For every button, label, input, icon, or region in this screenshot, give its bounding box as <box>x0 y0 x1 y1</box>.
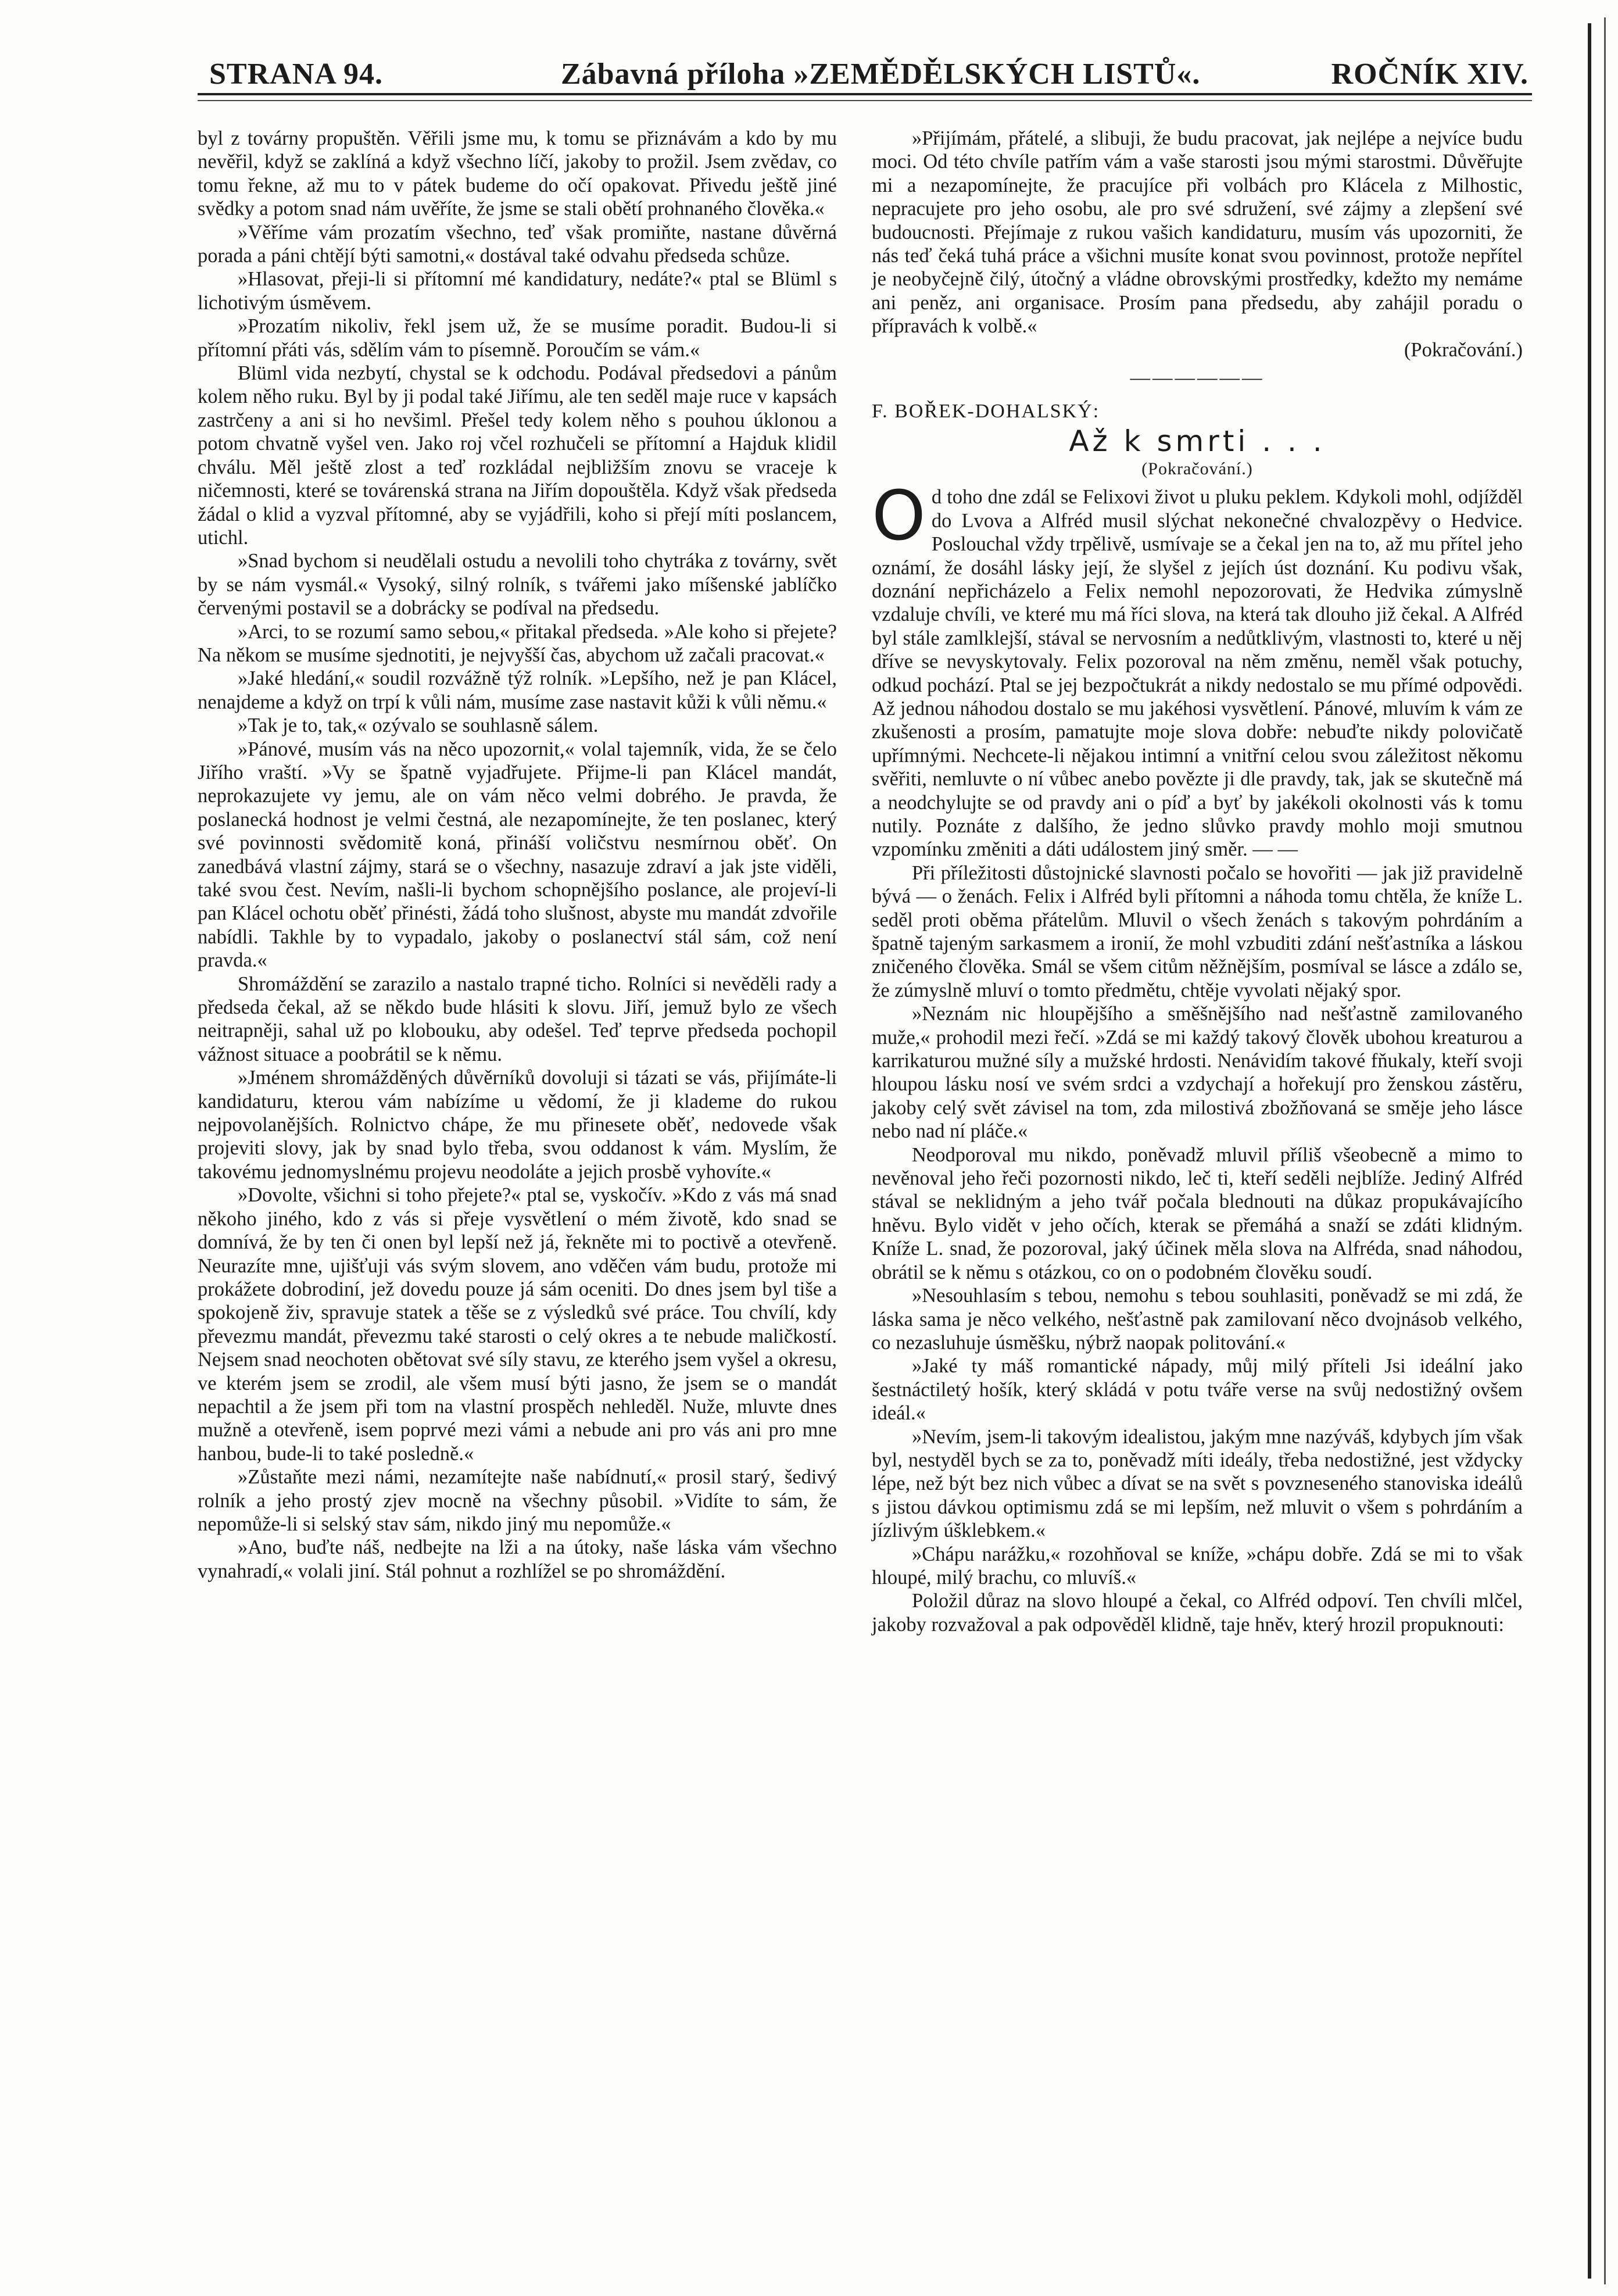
continuation-line <box>872 338 1523 362</box>
paragraph: »Zůstaňte mezi námi, nezamítejte naše nabídnutí,« prosil starý, šedivý rolník a jeho prostý zjev mocně na všechny působil. »Vidíte to sám, že nepomůže-li si selský stav sám, nikdo jiný mu nepomůže.« <box>198 1466 837 1535</box>
story-title: Až k smrti . . . <box>1069 424 1326 458</box>
publication-title: Zábavná příloha »ZEMĚDĚLSKÝCH LISTŮ«. <box>561 58 1201 91</box>
story-author: F. BOŘEK-DOHALSKÝ: <box>872 400 1100 423</box>
first-paragraph-text: d toho dne zdál se Felixovi život u pluku peklem. Kdykoli mohl, odjížděl do Lvova a Alfréd musil slýchat nekonečné chvalozpěvy o Hedvice. Poslouchal vždy trpělivě, usmívaje se a čekal jen na to, až mu přítel jeho oznámí, že dosáhl lásky její, že slyšel z jejích úst doznání. Ku podivu však, doznání nepřicházelo a Felix nemohl nepozorovati, že Hedvika zúmyslně vzdaluje chvíli, ve které mu má říci slova, na která tak dlouho již čekal. A Alfréd byl stále zamlklejší, stával se nervosním a nedůtklivým, vlastnosti to, které u něj dříve se nevyskytovaly. Felix pozoroval na něm změnu, neměl však potuchy, odkud pochází. Ptal se jej bezpočtukrát a nikdy nedostalo se mu přímé odpovědi. Až jednou náhodou dostalo se mu jakéhosi vysvětlení. Pánové, mluvím k vám ze zkušenosti a prosím, pamatujte moje slova dobře: nebuďte nikdy polovičatě upřímnými. Nechcete-li nějakou intimní a vnitřní celou svou záležitost někomu svěřiti, nemluvte o ní vůbec anebo povězte ji dle pravdy, tak, jak se skutečně má a neodchylujte se od pravdy ani o píď a byť by jakékoli okolnosti vás k tomu nutily. Poznáte z dalšího, že jedno slůvko pravdy mohlo moji smutnou vzpomínku změniti a dáti událostem jiný směr. — — <box>872 486 1523 861</box>
paragraph: Položil důraz na slovo hloupé a čekal, co Alfréd odpoví. Ten chvíli mlčel, jakoby rozvažoval a pak odpověděl klidně, taje hněv, který hrozil propuknouti: <box>872 1590 1523 1636</box>
paragraph: »Jaké ty máš romantické nápady, můj milý příteli Jsi ideální jako šestnáctiletý hošík, který skládá v potu tváře verse na svůj nedostižný ovšem ideál.« <box>872 1355 1523 1425</box>
volume-number: ROČNÍK XIV. <box>1331 58 1528 91</box>
right-column <box>872 127 1523 1636</box>
paragraph: Neodporoval mu nikdo, poněvadž mluvil příliš všeobecně a mimo to nevěnoval jeho řeči pozornosti nikdo, leč ti, kteří seděli nejblíže. Jediný Alfréd stával se neklidným a jeho tvář počala blednouti na důkaz propukávajícího hněvu. Bylo vidět v jeho očích, kterak se přemáhá a snaží se zdáti klidným. Kníže L. snad, že pozoroval, jaký účinek měla slova na Alfréda, snad náhodou, obrátil se k němu s otázkou, co on o podobném člověku soudí. <box>872 1143 1523 1283</box>
paragraph: Blüml vida nezbytí, chystal se k odchodu. Podával předsedovi a pánům kolem něho ruku. Byl by ji podal také Jiřímu, ale ten seděl maje ruce v kapsách zastrčeny a ani si ho nevšiml. Přešel tedy kolem něho s pouhou úklonou a potom chvatně vyšel ven. Jako roj včel rozhučeli se přítomní a Hajduk klidil chválu. Měl ještě zlost a teď rozkládal nejbližším znovu se vraceje k ničemnosti, které se továrenská strana na Jiřím dopouštěla. Když však předseda žádal o klid a vyzval přítomné, aby se vyjádřili, koho si přejí míti poslancem, utichl. <box>198 362 837 549</box>
paragraph: »Prozatím nikoliv, řekl jsem už, že se musíme poradit. Budou-li si přítomní přáti vás, sdělím vám to písemně. Poroučím se vám.« <box>198 315 837 361</box>
story-subtitle: (Pokračování.) <box>1141 459 1253 478</box>
paragraph: byl z továrny propuštěn. Věřili jsme mu, k tomu se přiznávám a kdo by mu nevěřil, když se zaklíná a když všechno líčí, jakoby to prožil. Jsem zvědav, co tomu řekne, až mu to v pátek budeme do očí opakovat. Přivedu ještě jiné svědky a potom snad nám uvěříte, že jsme se stali obětí prohnaného člověka.« <box>198 127 837 220</box>
paragraph: »Arci, to se rozumí samo sebou,« přitakal předseda. »Ale koho si přejete? Na někom se musíme sjednotiti, je nejvyšší čas, abychom už začali pracovat.« <box>198 620 837 666</box>
story-first-paragraph <box>872 475 1523 861</box>
paragraph: »Tak je to, tak,« ozývalo se souhlasně sálem. <box>238 714 599 737</box>
paragraph: »Jaké hledání,« soudil rozvážně týž rolník. »Lepšího, než je pan Klácel, nenajdeme a když on trpí k vůli nám, musíme zase nastavit kůži k vůli němu.« <box>198 667 837 713</box>
paragraph: »Dovolte, všichni si toho přejete?« ptal se, vyskočív. »Kdo z vás má snad někoho jiného, kdo z vás si přeje vysvětlení o mém životě, kdo snad se domnívá, že by ten či onen byl lepší než já, řekněte mi to poctivě a otevřeně. Neurazíte mne, ujišťuji vás svým slovem, ano vděčen vám budu, protože mi prokážete dobrodiní, jež dovedu pouze já sám oceniti. Do dnes jsem byl tiše a spokojeně živ, spravuje statek a těše se z výsledků své práce. Tou chvílí, kdy převezmu mandát, převezmu také starosti o celý okres a te nebude maličkostí. Nejsem snad neochoten obětovat své síly stavu, ze kterého jsem vyšel a okresu, ve kterém jsem se zrodil, ale všem musí býti jasno, že jsem se o mandát nepachtil a že jsem při tom na vlastní prospěch nehleděl. Nuže, mluvte dnes mužně a otevřeně, isem poprvé mezi vámi a nebude ani pro vás ani pro mne hanbou, bude-li to také posledně.« <box>198 1184 837 1465</box>
header-rule-thick <box>198 93 1532 95</box>
left-column <box>198 127 837 1583</box>
paragraph: »Hlasovat, přeji-li si přítomní mé kandidatury, nedáte?« ptal se Blüml s lichotivým úsměvem. <box>198 268 837 314</box>
paragraph: »Ano, buďte náš, nedbejte na lži a na útoky, naše láska vám všechno vynahradí,« volali jiní. Stál pohnut a rozhlížel se po shromáždění. <box>198 1536 837 1582</box>
section-divider: —————— <box>1130 367 1265 389</box>
page-edge-light <box>1604 17 1606 2284</box>
page-header <box>209 57 1528 98</box>
continuation-note: (Pokračování.) <box>1404 338 1523 361</box>
paragraph: »Nevím, jsem-li takovým idealistou, jakým mne nazýváš, kdybych jím však byl, nestyděl bych se za to, poněvadž míti ideály, třeba nedostižné, jest vždycky lépe, než být bez nich vůbec a dívat se na svět s povzneseného stanoviska ideálů s jistou dávkou optimismu zdá se mi lepším, než mluvit o všem s pohrdáním a jízlivým úšklebkem.« <box>872 1425 1523 1542</box>
paragraph: »Pánové, musím vás na něco upozornit,« volal tajemník, vida, že se čelo Jiřího vraští. »Vy se špatně vyjadřujete. Přijme-li pan Klácel mandát, neprokazujete vy jemu, ale on vám něco velmi dobrého. Je pravda, že poslanecká hodnost je velmi čestná, ale nezapomínejte, že ten poslanec, který své povinnosti svědomitě koná, přináší voličstvu nesmírnou oběť. On zanedbává vlastní zájmy, stará se o všechny, nasazuje zdraví a jak jste viděli, také svou čest. Nevím, našli-li bychom schopnějšího poslance, ale projeví-li pan Klácel ochotu oběť přinésti, žádá toho slušnost, abyste mu mandát zdvořile nabídli. Takhle by to vypadalo, jakoby o poslanectví stál sám, což není pravda.« <box>198 738 837 972</box>
page-edge-dark <box>1588 23 1591 2279</box>
paragraph: »Věříme vám prozatím všechno, teď však promiňte, nastane důvěrná porada a páni chtějí býti samotni,« dostával také odvahu předseda schůze. <box>198 221 837 267</box>
header-rule-thin <box>198 100 1532 101</box>
paragraph: Shromáždění se zarazilo a nastalo trapné ticho. Rolníci si nevěděli rady a předseda čekal, až se někdo bude hlásiti k slovu. Jiří, jemuž bylo ze všech neitrapněji, sahal už po klobouku, aby odešel. Teď teprve předseda pochopil vážnost situace a poobrátil se k němu. <box>198 972 837 1065</box>
paragraph: »Jménem shromážděných důvěrníků dovoluji si tázati se vás, přijímáte-li kandidaturu, kterou vám nabízíme u vědomí, že ji klademe do rukou nejpovolanějších. Rolnictvo chápe, že mu přinesete oběť, nedovede však projeviti slovy, jak by snad bylo třeba, svou oddanost k vám. Myslím, že takovému jednomyslnému projevu neodoláte a jejich prosbě vyhovíte.« <box>198 1067 837 1183</box>
page-number: STRANA 94. <box>209 58 383 91</box>
drop-cap: O <box>872 475 926 556</box>
paragraph: »Snad bychom si neudělali ostudu a nevolili toho chytráka z továrny, svět by se nám vysmál.« Vysoký, silný rolník, s tvářemi jako míšenské jablíčko červenými postavil se a dobrácky se podíval na předsedu. <box>198 550 837 620</box>
paragraph: Při příležitosti důstojnické slavnosti počalo se hovořiti — jak již pravidelně bývá — o ženách. Felix i Alfréd byli přítomni a náhoda tomu chtěla, že kníže L. seděl proti oběma přátelům. Mluvil o všech ženách s takovým pohrdáním a špatně tajeným sarkasmem a ironií, že mohl vzbuditi zdání nešťastníka a láskou zničeného člověka. Smál se všem citům něžnějším, posmíval se lásce a zdálo se, že zúmyslně mluví o tomto předmětu, chtěje vyvolati nějaký spor. <box>872 861 1523 1002</box>
paragraph: »Neznám nic hloupějšího a směšnějšího nad nešťastně zamilovaného muže,« prohodil mezi řečí. »Zdá se mi každý takový člověk ubohou kreaturou a karrikaturou mužné síly a mužské hrdosti. Nenávidím takové fňukaly, kteří svoji hloupou lásku nosí ve svém srdci a vzdychají a hořekují pro ženskou zástěru, jakoby celý svět závisel na tom, zda milostivá zbožňovaná se směje jeho lásce nebo nad ní pláče.« <box>872 1003 1523 1143</box>
paragraph: »Chápu narážku,« rozohňoval se kníže, »chápu dobře. Zdá se mi to však hloupé, milý brachu, co mluvíš.« <box>872 1543 1523 1589</box>
paragraph: »Nesouhlasím s tebou, nemohu s tebou souhlasiti, poněvadž se mi zdá, že láska sama je něco velkého, nešťastně pak zamilovaní něco dvojnásob velkého, co nezasluhuje úsměšku, nýbrž naopak politování.« <box>872 1285 1523 1354</box>
paragraph: »Přijímám, přátelé, a slibuji, že budu pracovat, jak nejlépe a nejvíce budu moci. Od této chvíle patřím vám a vaše starosti jsou mými starostmi. Důvěřujte mi a nezapomínejte, že pracujíce při volbách pro Klácela z Milhostic, nepracujete pro jeho osobu, ale pro své sdružení, své zájmy a zlepšení své budoucnosti. Přejímaje z rukou vašich kandidaturu, musím vás upozorniti, že nás teď čeká tuhá práce a všichni musíte konat svou povinnost, protože nepřítel je neobyčejně čilý, útočný a vládne obrovskými prostředky, kdežto my nemáme ani peněz, ani organisace. Prosím pana předsedu, aby zahájil poradu o přípravách k volbě.« <box>872 127 1523 338</box>
